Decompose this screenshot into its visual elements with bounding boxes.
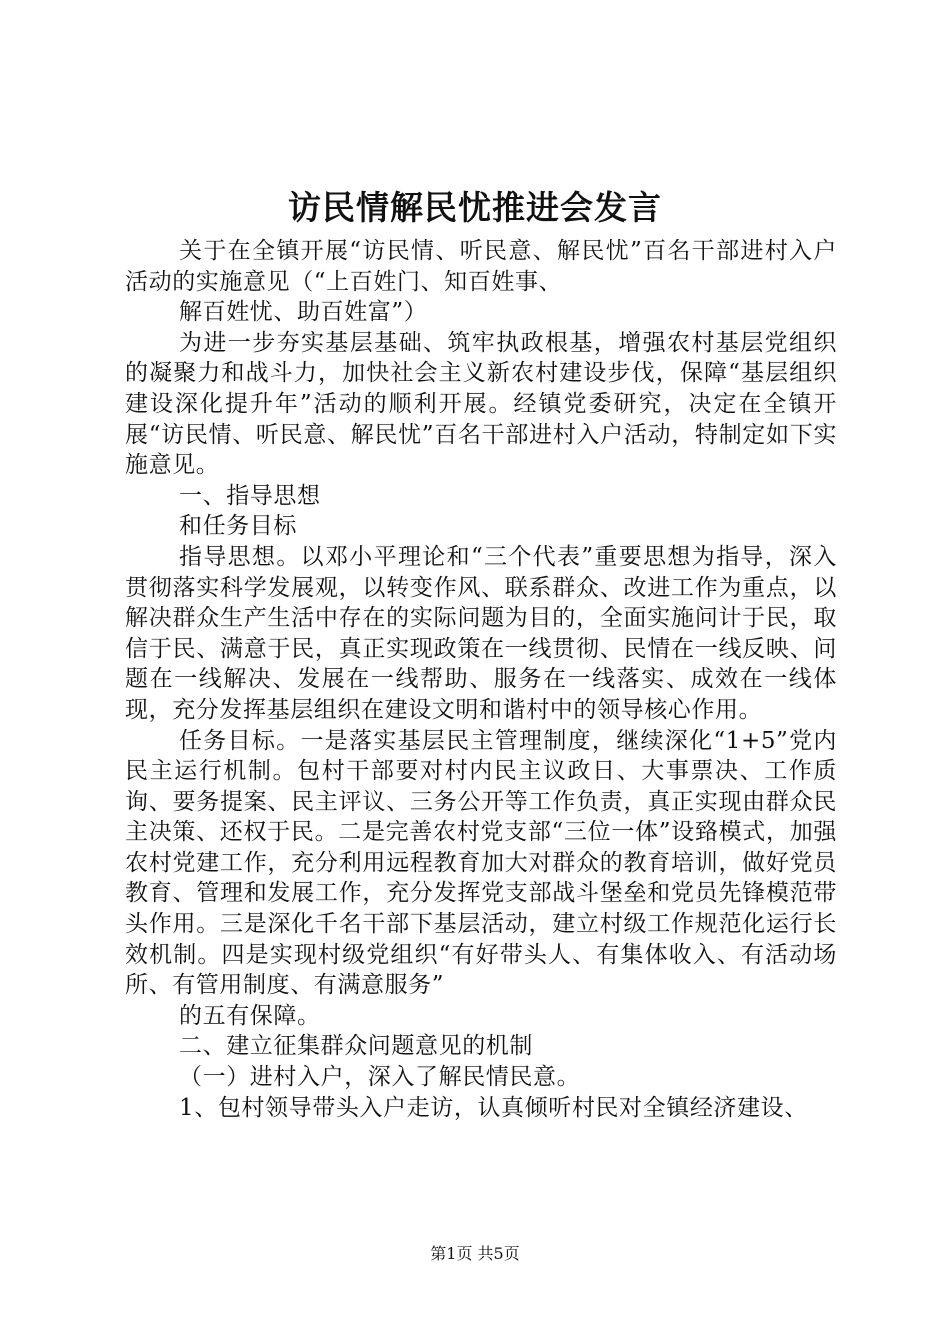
paragraph-intro: 关于在全镇开展“访民情、听民意、解民忧”百名干部进村入户活动的实施意见（“上百姓门、知百姓事、 bbox=[125, 238, 837, 295]
list-item-1: 1、包村领导带头入户走访，认真倾听村民对全镇经济建设、 bbox=[179, 1094, 808, 1121]
section-heading-1-cont: 和任务目标 bbox=[179, 513, 297, 540]
paragraph-guiding-thought: 指导思想。以邓小平理论和“三个代表”重要思想为指导，深入贯彻落实科学发展观，以转变作风、联系群众、改进工作为重点，以解决群众生产生活中存在的实际问题为目的，全面实施问计于民，取信于民、满意于民，真正实现政策在一线贯彻、民情在一线反映、问题在一线解决、发展在一线帮助、服务在一线落实、成效在一线体现，充分发挥基层组织在建设文明和谐村中的领导核心作用。 bbox=[125, 543, 837, 723]
subsection-heading-1: （一）进村入户，深入了解民情民意。 bbox=[179, 1064, 581, 1091]
section-heading-1: 一、指导思想 bbox=[179, 482, 321, 509]
document-title: 访民情解民忧推进会发言 bbox=[288, 188, 662, 227]
document-body bbox=[125, 236, 837, 1123]
paragraph-purpose: 为进一步夯实基层基础、筑牢执政根基，增强农村基层党组织的凝聚力和战斗力，加快社会主义新农村建设步伐，保障“基层组织建设深化提升年”活动的顺利开展。经镇党委研究，决定在全镇开展“访民情、听民意、解民忧”百名干部进村入户活动，特制定如下实施意见。 bbox=[125, 329, 837, 479]
paragraph-task-goals-cont: 的五有保障。 bbox=[179, 1002, 321, 1029]
paragraph-task-goals: 任务目标。一是落实基层民主管理制度，继续深化“1+5”党内民主运行机制。包村干部要对村内民主议政日、大事票决、工作质询、要务提案、民主评议、三务公开等工作负责，真正实现由群众民主决策、还权于民。二是完善农村党支部“三位一体”设臵模式，加强农村党建工作，充分利用远程教育加大对群众的教育培训，做好党员教育、管理和发展工作，充分发挥党支部战斗堡垒和党员先锋模范带头作用。三是深化千名干部下基层活动，建立村级工作规范化运行长效机制。四是实现村级党组织“有好带头人、有集体收入、有活动场所、有管用制度、有满意服务” bbox=[125, 727, 837, 999]
page-footer: 第1页 共5页 bbox=[430, 1244, 520, 1263]
section-heading-2: 二、建立征集群众问题意见的机制 bbox=[179, 1033, 533, 1060]
paragraph-intro-cont: 解百姓忧、助百姓富”） bbox=[179, 299, 428, 326]
